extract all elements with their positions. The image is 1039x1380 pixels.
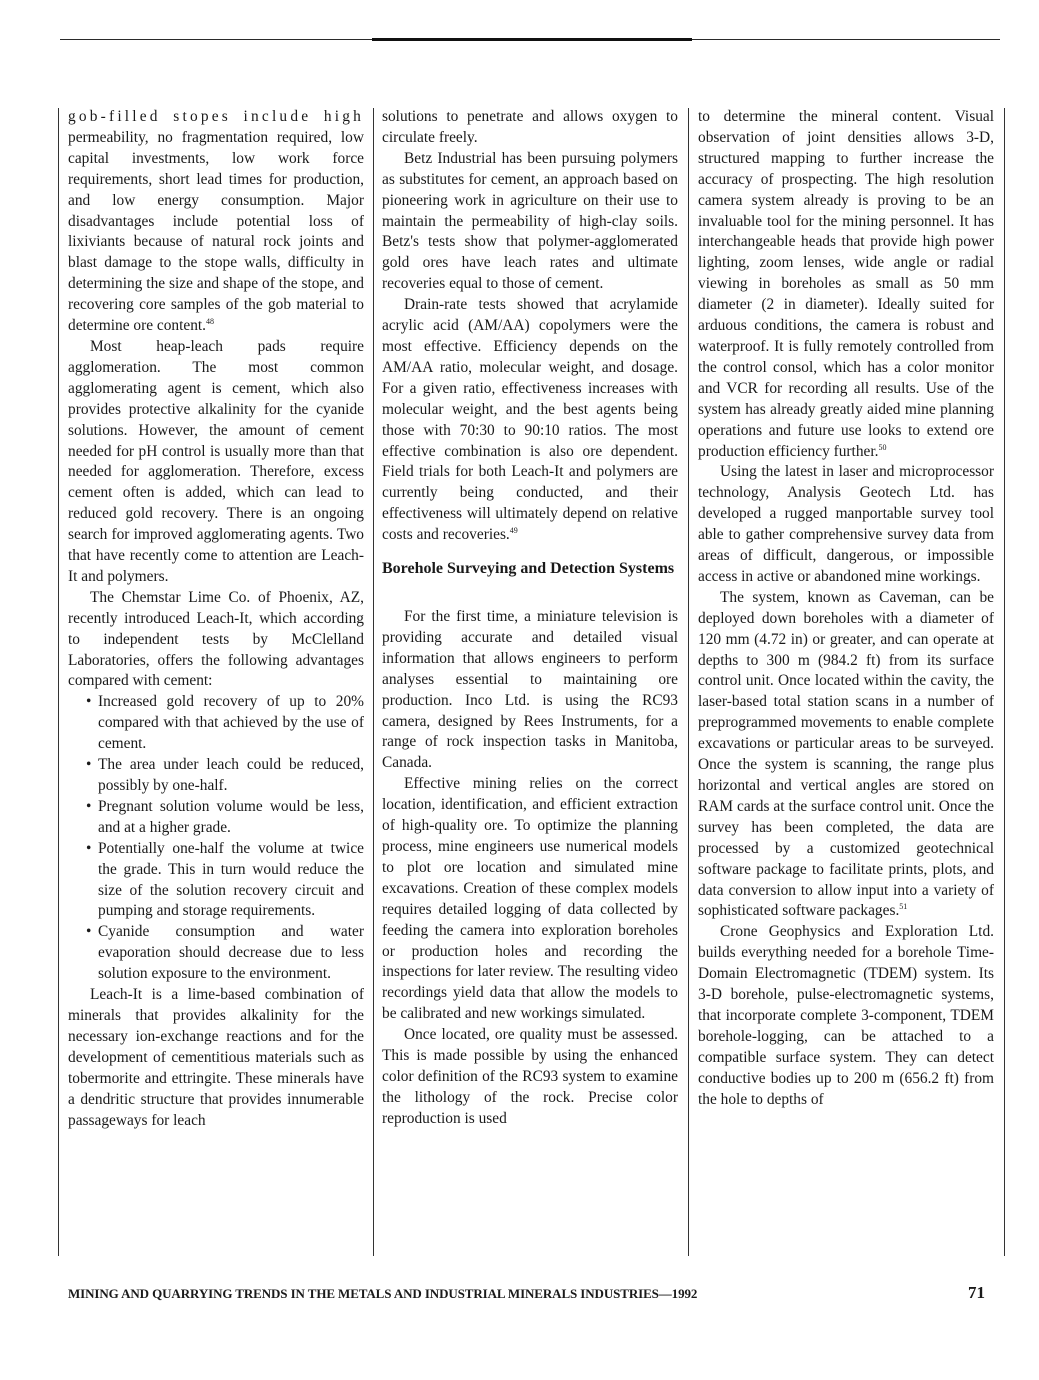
column-rule-right <box>1004 108 1005 1256</box>
list-item: • Pregnant solution volume would be less, and at a higher grade. <box>68 797 364 839</box>
column-2 <box>382 107 678 1130</box>
footnote-ref: 48 <box>206 317 215 327</box>
paragraph-text: to determine the mineral content. Visual observation of joint densities allows 3-D, structured mapping to further increase the accuracy of prospecting. The high resolution camera system already is proving to be an invaluable tool for the mining personnel. It has interchangeable heads that provide high power lighting, zoom lenses, wide angle or radial viewing in boreholes as small as 50 mm diameter (2 in diameter). Ideally suited for arduous conditions, the camera is robust and waterproof. It is fully remotely controlled from the control consol, which has a color monitor and VCR for recording all results. Use of the system has already greatly aided mine planning operations and future use looks to extend ore production efficiency further. <box>698 108 994 460</box>
section-heading: Borehole Surveying and Detection Systems <box>382 560 675 578</box>
paragraph: Effective mining relies on the correct location, identification, and efficient extraction of high-quality ore. To optimize the planning process, mine engineers use numerical models to plot ore location and simulated mine excavations. Creation of these complex models requires detailed logging of data collected by feeding the camera into exploration boreholes or production holes and recording the inspections for later review. The resulting video recordings yield data that allow the models to be calibrated and new workings simulated. <box>382 775 678 1023</box>
paragraph <box>382 295 678 546</box>
paragraph <box>698 107 994 462</box>
paragraph <box>698 588 994 923</box>
footnote-ref: 49 <box>509 526 518 536</box>
paragraph-text: The system, known as Caveman, can be deployed down boreholes with a diameter of 120 mm (4.72 in) or greater, and can operate at depths to 300 m (984.2 ft) from its surface control unit. Once located within the cavity, the laser-based total station scans in a number of preprogrammed movements to enable complete excavations or particular areas to be surveyed. Once the system is scanning, the range plus horizontal and vertical angles are stored on RAM cards at the surface control unit. Once the survey has been completed, the data are processed by a customized geotechnical software package to facilitate prints, plots, and data conversion to allow input into a variety of sophisticated software packages. <box>698 588 994 920</box>
list-item: • Potentially one-half the volume at twice the grade. This in turn would reduce the size of the solution recovery circuit and pumping and storage requirements. <box>68 839 364 923</box>
advantages-list <box>68 692 364 985</box>
paragraph-text: Drain-rate tests showed that acrylamide acrylic acid (AM/AA) copolymers were the most effective. Efficiency depends on the AM/AA ratio, molecular weight, and dosage. For a given ratio, effectiveness increases with molecular weight, and the best agents being those with 70:30 to 90:10 ratios. The most effective combination is also ore dependent. Field trials for both Leach-It and polymers are currently being conducted, and their effectiveness will ultimately depend on relative costs and recoveries. <box>382 296 678 544</box>
paragraph: For the first time, a miniature television is providing accurate and detailed visual information that allows engineers to perform analyses essential to maintaining ore production. Inco Ltd. is using the RC93 camera, designed by Rees Instruments, for a range of rock inspection tasks in Manitoba, Canada. <box>382 608 678 772</box>
footnote-ref: 51 <box>899 902 908 912</box>
column-1 <box>68 107 364 1131</box>
column-rule-2 <box>688 108 689 1256</box>
running-footer-title: MINING AND QUARRYING TRENDS IN THE METALS AND INDUSTRIAL MINERALS INDUSTRIES—1992 <box>68 1286 698 1301</box>
list-item: • Cyanide consumption and water evaporation should decrease due to less solution exposure to the environment. <box>68 922 364 985</box>
list-item: • The area under leach could be reduced, possibly by one-half. <box>68 755 364 797</box>
column-rule-left <box>58 108 59 1256</box>
column-rule-1 <box>373 108 374 1256</box>
paragraph: Leach-It is a lime-based combination of minerals that provides alkalinity for the necessary ion-exchange reactions and for the development of cementitious materials such as tobermorite and ettringite. These minerals have a dendritic structure that provides innumerable passageways for leach <box>68 986 364 1129</box>
spacer <box>382 589 678 607</box>
top-rule-accent <box>372 38 692 41</box>
paragraph: solutions to penetrate and allows oxygen to circulate freely. <box>382 108 678 146</box>
paragraph-start: gob-filled stopes include high <box>68 108 364 125</box>
paragraph: Crone Geophysics and Exploration Ltd. builds everything needed for a borehole Time-Domain Electromagnetic (TDEM) system. Its 3-D borehole, pulse-electromagnetic systems, that incorporate complete 3-component, TDEM borehole-logging, can be attached to a compatible surface system. They can detect conductive bodies up to 200 m (656.2 ft) from the hole to depths of <box>698 923 994 1108</box>
column-3 <box>698 107 994 1111</box>
paragraph: Betz Industrial has been pursuing polymers as substitutes for cement, an approach based on pioneering work in agriculture on their use to maintain the permeability of high-clay soils. Betz's tests show that polymer-agglomerated gold ores have leach rates and ultimate recoveries equal to those of cement. <box>382 149 678 293</box>
paragraph: Using the latest in laser and microprocessor technology, Analysis Geotech Ltd. has developed a rugged manportable survey tool able to gather comprehensive survey data from areas of difficult, dangerous, or impossible access in active or abandoned mine workings. <box>698 463 994 585</box>
page-number: 71 <box>968 1283 985 1302</box>
paragraph: Once located, ore quality must be assessed. This is made possible by using the enhanced color definition of the RC93 system to examine the lithology of the rock. Precise color reproduction is used <box>382 1026 678 1127</box>
paragraph: Most heap-leach pads require agglomeration. The most common agglomerating agent is cement, which also provides protective alkalinity for the cyanide solutions. However, the amount of cement needed for pH control is usually more than that needed for agglomeration. Therefore, excess cement often is added, which can lead to reduced gold recovery. There is an ongoing search for improved agglomerating agents. Two that have recently come to attention are Leach-It and polymers. <box>68 337 364 585</box>
paragraph <box>68 107 364 337</box>
paragraph: The Chemstar Lime Co. of Phoenix, AZ, recently introduced Leach-It, which according to independent tests by McClelland Laboratories, offers the following advantages compared with cement: <box>68 588 364 690</box>
list-item: • Increased gold recovery of up to 20% compared with that achieved by the use of cement. <box>68 692 364 755</box>
footnote-ref: 50 <box>878 442 887 452</box>
paragraph-text: permeability, no fragmentation required, low capital investments, low work force requirements, short lead times for production, and low energy consumption. Major disadvantages include potential loss of lixiviants because of natural rock joints and blast damage to the stope walls, difficulty in determining the size and shape of the stope, and recovering core samples of the gob material to determine ore content. <box>68 128 364 335</box>
